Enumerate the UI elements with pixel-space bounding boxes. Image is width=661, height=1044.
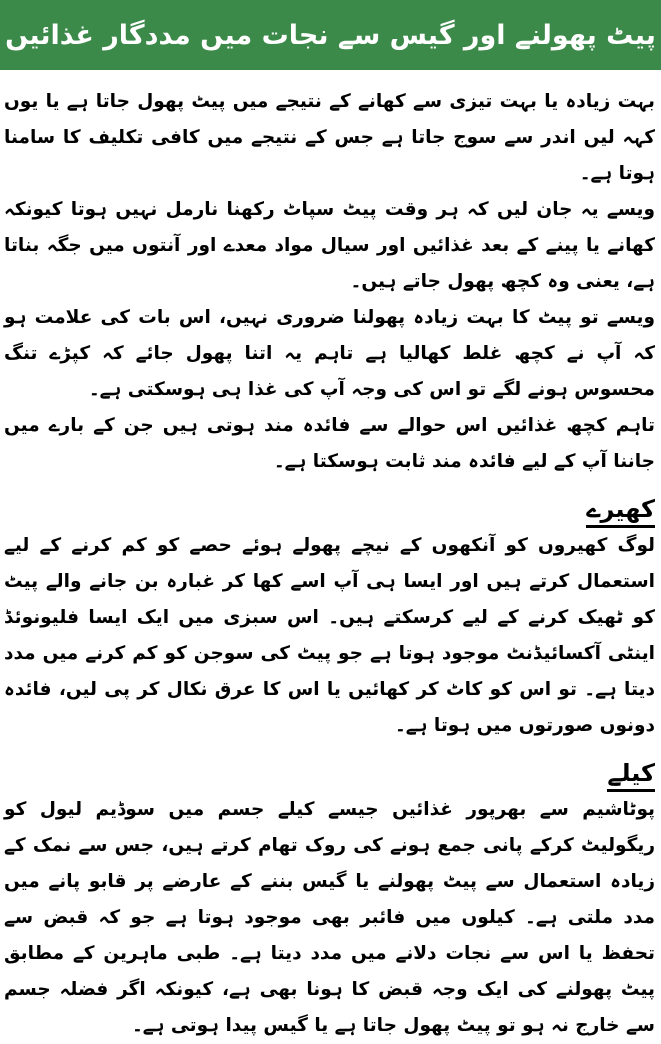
intro-paragraph-2: ویسے یہ جان لیں کہ ہر وقت پیٹ سپاٹ رکھنا نارمل نہیں ہوتا کیونکہ کھانے یا پینے کے بعد غذائیں اور سیال مواد معدے اور آنتوں میں جگہ بناتا ہے، یعنی وہ کچھ پھول جاتے ہیں۔ (4, 199, 655, 292)
intro-paragraph-3: ویسے تو پیٹ کا بہت زیادہ پھولنا ضروری نہیں، اس بات کی علامت ہو کہ آپ نے کچھ غلط کھالیا ہے تاہم یہ اتنا پھول جائے کہ کپڑے تنگ محسوس ہونے لگے تو اس کی وجہ آپ کی غذا ہی ہوسکتی ہے۔ (4, 307, 655, 400)
section-heading-label: کیلے (607, 759, 655, 792)
bananas-paragraph: پوٹاشیم سے بھرپور غذائیں جیسے کیلے جسم میں سوڈیم لیول کو ریگولیٹ کرکے پانی جمع ہونے کی روک تھام کرتے ہیں، جس سے نمک کے زیادہ استعمال سے پیٹ پھولنے یا گیس بننے کے عارضے پر قابو پانے میں مدد ملتی ہے۔ کیلوں میں فائبر بھی موجود ہوتا ہے جو کہ قبض سے تحفظ یا اس سے نجات دلانے میں مدد دیتا ہے۔ طبی ماہرین کے مطابق پیٹ پھولنے کی ایک وجہ قبض کا ہونا بھی ہے، کیونکہ اگر فضلہ جسم سے خارج نہ ہو تو پیٹ پھول جاتا ہے یا گیس پیدا ہوتی ہے۔ (4, 799, 655, 1036)
intro-paragraph-1: بہت زیادہ یا بہت تیزی سے کھانے کے نتیجے میں پیٹ پھول جاتا ہے یا یوں کہہ لیں اندر سے سوج جاتا ہے جس کے نتیجے میں کافی تکلیف کا سامنا ہوتا ہے۔ (4, 91, 655, 184)
page-title: پیٹ پھولنے اور گیس سے نجات میں مددگار غذائیں (5, 19, 656, 51)
title-banner (0, 0, 661, 70)
section-heading-bananas (4, 756, 655, 790)
cucumbers-paragraph: لوگ کھیروں کو آنکھوں کے نیچے پھولے ہوئے حصے کو کم کرنے کے لیے استعمال کرتے ہیں اور ایسا ہی آپ اسے کھا کر غبارہ بن جانے والے پیٹ کو ٹھیک کرنے کے لیے کرسکتے ہیں۔ اس سبزی میں ایک ایسا فلیونوئڈ اینٹی آکسائیڈنٹ موجود ہوتا ہے جو پیٹ کی سوجن کو کم کرنے میں مدد دیتا ہے۔ تو اس کو کاٹ کر کھائیں یا اس کا عرق نکال کر پی لیں، فائدہ دونوں صورتوں میں ہوتا ہے۔ (4, 535, 655, 736)
intro-paragraph-4: تاہم کچھ غذائیں اس حوالے سے فائدہ مند ہوتی ہیں جن کے بارے میں جاننا آپ کے لیے فائدہ مند ثابت ہوسکتا ہے۔ (4, 415, 655, 472)
section-heading-label: کھیرے (586, 495, 655, 528)
article-body (4, 84, 655, 1044)
section-heading-cucumbers (4, 492, 655, 526)
